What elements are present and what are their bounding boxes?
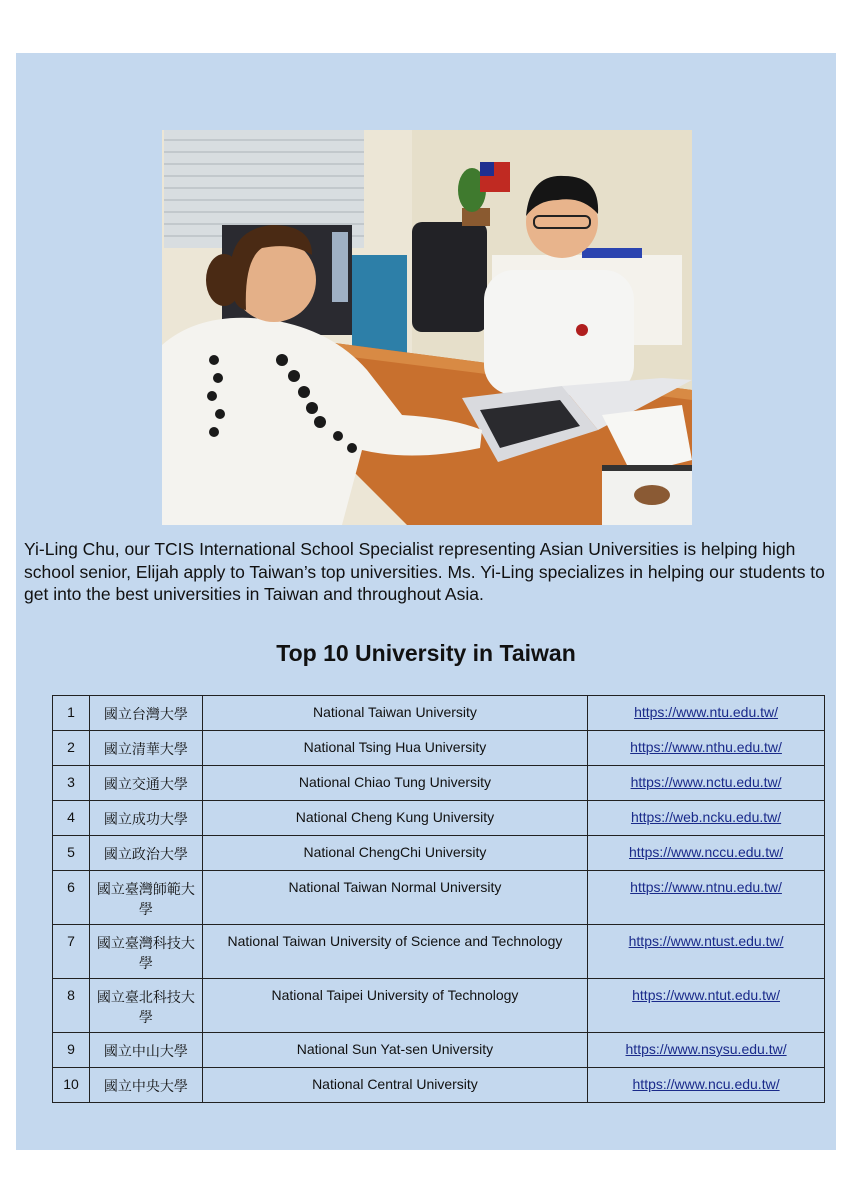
table-row: [53, 979, 825, 1033]
university-link[interactable]: https://www.nsysu.edu.tw/: [625, 1041, 787, 1057]
chinese-name-cell: 國立交通大學: [89, 766, 202, 801]
url-cell: [588, 1068, 825, 1103]
chinese-name-cell: 國立臺灣科技大學: [89, 925, 202, 979]
english-name-cell: National ChengChi University: [202, 836, 587, 871]
english-name-cell: National Central University: [202, 1068, 587, 1103]
url-cell: [588, 696, 825, 731]
english-name-cell: National Taiwan Normal University: [202, 871, 587, 925]
chinese-name-cell: 國立清華大學: [89, 731, 202, 766]
chinese-name-cell: 國立中山大學: [89, 1033, 202, 1068]
url-cell: [588, 731, 825, 766]
university-link[interactable]: https://www.nccu.edu.tw/: [629, 844, 784, 860]
url-cell: [588, 925, 825, 979]
english-name-cell: National Cheng Kung University: [202, 801, 587, 836]
university-table: [52, 695, 825, 1103]
photo-caption: Yi-Ling Chu, our TCIS International School Specialist representing Asian Universities is helping high school senior, Elijah apply to Taiwan’s top universities. Ms. Yi-Ling specializes in helping our students to get into the best universities in Taiwan and throughout Asia.: [24, 539, 825, 604]
rank-cell: 10: [53, 1068, 90, 1103]
table-row: [53, 696, 825, 731]
url-cell: [588, 979, 825, 1033]
university-link[interactable]: https://www.ntut.edu.tw/: [632, 987, 780, 1003]
english-name-cell: National Sun Yat-sen University: [202, 1033, 587, 1068]
chinese-name-cell: 國立成功大學: [89, 801, 202, 836]
university-link[interactable]: https://www.nctu.edu.tw/: [630, 774, 782, 790]
rank-cell: 5: [53, 836, 90, 871]
table-row: [53, 766, 825, 801]
university-link[interactable]: https://www.nthu.edu.tw/: [630, 739, 782, 755]
counseling-photo: [162, 130, 692, 525]
table-row: [53, 836, 825, 871]
rank-cell: 7: [53, 925, 90, 979]
university-link[interactable]: https://www.ntnu.edu.tw/: [630, 879, 782, 895]
table-row: [53, 731, 825, 766]
chinese-name-cell: 國立中央大學: [89, 1068, 202, 1103]
url-cell: [588, 1033, 825, 1068]
rank-cell: 9: [53, 1033, 90, 1068]
chinese-name-cell: 國立政治大學: [89, 836, 202, 871]
rank-cell: 2: [53, 731, 90, 766]
table-row: [53, 1033, 825, 1068]
chinese-name-cell: 國立台灣大學: [89, 696, 202, 731]
university-link[interactable]: https://www.ntu.edu.tw/: [634, 704, 779, 720]
english-name-cell: National Taiwan University of Science and Technology: [202, 925, 587, 979]
chinese-name-cell: 國立臺灣師範大學: [89, 871, 202, 925]
chinese-name-cell: 國立臺北科技大學: [89, 979, 202, 1033]
url-cell: [588, 801, 825, 836]
university-link[interactable]: https://web.ncku.edu.tw/: [630, 809, 782, 825]
rank-cell: 3: [53, 766, 90, 801]
english-name-cell: National Taipei University of Technology: [202, 979, 587, 1033]
rank-cell: 4: [53, 801, 90, 836]
english-name-cell: National Chiao Tung University: [202, 766, 587, 801]
university-link[interactable]: https://www.ntust.edu.tw/: [628, 933, 784, 949]
english-name-cell: National Tsing Hua University: [202, 731, 587, 766]
table-row: [53, 871, 825, 925]
table-row: [53, 1068, 825, 1103]
table-row: [53, 801, 825, 836]
rank-cell: 8: [53, 979, 90, 1033]
table-heading: Top 10 University in Taiwan: [276, 640, 576, 666]
rank-cell: 6: [53, 871, 90, 925]
university-link[interactable]: https://www.ncu.edu.tw/: [632, 1076, 780, 1092]
table-row: [53, 925, 825, 979]
rank-cell: 1: [53, 696, 90, 731]
english-name-cell: National Taiwan University: [202, 696, 587, 731]
url-cell: [588, 836, 825, 871]
url-cell: [588, 766, 825, 801]
url-cell: [588, 871, 825, 925]
